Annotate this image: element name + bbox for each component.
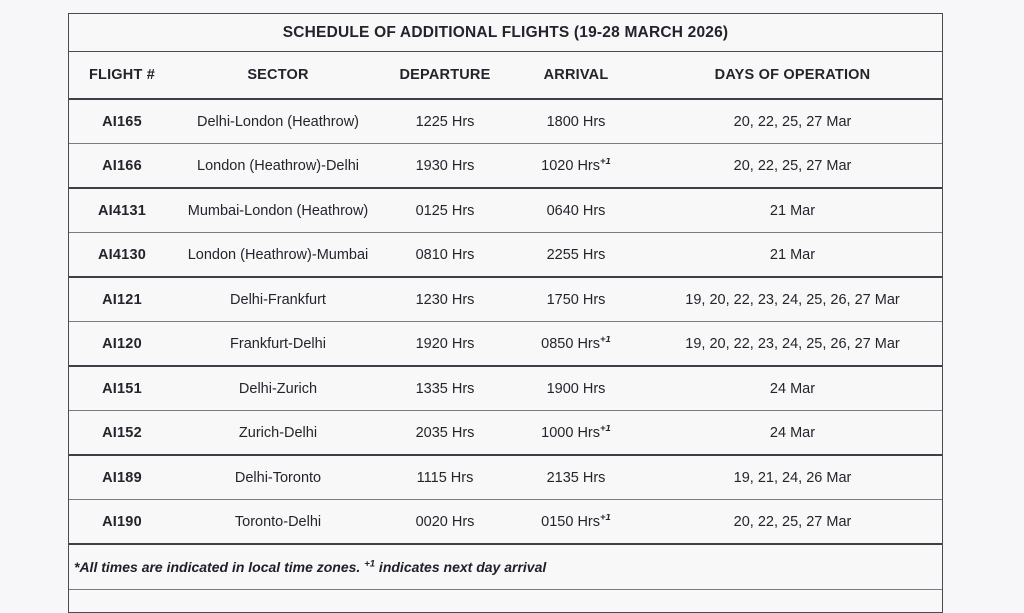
cell-days-of-operation: 20, 22, 25, 27 Mar <box>733 513 852 530</box>
table-row <box>69 500 942 545</box>
cell-flight-number: AI151 <box>102 380 142 397</box>
cell-arrival-time <box>509 247 643 263</box>
arrival-time-value: 2135 Hrs <box>546 469 606 486</box>
cell-flight-number: AI189 <box>102 469 142 486</box>
schedule-title-row <box>69 14 942 52</box>
arrival-time-value: 1020 Hrs <box>541 157 600 174</box>
cell-departure-time: 0020 Hrs <box>415 513 475 530</box>
cell-departure-time: 1230 Hrs <box>415 291 475 308</box>
cell-arrival-time <box>509 158 643 174</box>
cell-departure-time: 1920 Hrs <box>415 335 475 352</box>
column-header-arrival: ARRIVAL <box>543 67 609 83</box>
cell-flight-number: AI121 <box>102 291 142 308</box>
cell-flight-number: AI4131 <box>98 202 146 219</box>
cell-departure-time: 2035 Hrs <box>415 424 475 441</box>
column-header-departure: DEPARTURE <box>399 67 491 83</box>
cell-sector: Toronto-Delhi <box>234 513 322 530</box>
arrival-time-value: 2255 Hrs <box>546 246 606 263</box>
footnote-row <box>69 545 942 590</box>
cell-flight-number: AI120 <box>102 335 142 352</box>
table-body <box>69 100 942 545</box>
footnote-tail: indicates next day arrival <box>375 559 547 575</box>
next-day-marker: +1 <box>600 157 611 167</box>
cell-sector: Delhi-London (Heathrow) <box>197 113 359 130</box>
table-row <box>69 322 942 367</box>
column-header-sector: SECTOR <box>247 67 309 83</box>
cell-arrival-time <box>509 425 643 441</box>
cell-days-of-operation: 19, 20, 22, 23, 24, 25, 26, 27 Mar <box>685 291 900 308</box>
cell-departure-time: 1225 Hrs <box>415 113 475 130</box>
next-day-marker: +1 <box>600 424 611 434</box>
arrival-time-value: 1000 Hrs <box>541 424 600 441</box>
cell-arrival-time <box>509 470 643 486</box>
next-day-marker: +1 <box>600 335 611 345</box>
table-row <box>69 189 942 233</box>
table-row <box>69 144 942 189</box>
sheet-bottom-spacer <box>69 590 942 612</box>
cell-sector: Delhi-Frankfurt <box>230 291 326 308</box>
cell-days-of-operation: 20, 22, 25, 27 Mar <box>733 113 852 130</box>
footnote-superscript: +1 <box>364 558 376 570</box>
cell-arrival-time <box>509 381 643 397</box>
flight-schedule-table <box>68 13 943 613</box>
cell-arrival-time <box>509 292 643 308</box>
cell-arrival-time <box>509 514 643 530</box>
table-row <box>69 411 942 456</box>
arrival-time-value: 0640 Hrs <box>546 202 606 219</box>
cell-arrival-time <box>509 203 643 219</box>
cell-flight-number: AI166 <box>102 157 142 174</box>
cell-departure-time: 1335 Hrs <box>415 380 475 397</box>
table-header-row <box>69 52 942 100</box>
cell-sector: Zurich-Delhi <box>238 424 318 441</box>
cell-departure-time: 0125 Hrs <box>415 202 475 219</box>
table-row <box>69 233 942 278</box>
cell-sector: London (Heathrow)-Delhi <box>197 157 359 174</box>
table-row <box>69 100 942 144</box>
arrival-time-value: 0850 Hrs <box>541 335 600 352</box>
next-day-marker: +1 <box>600 513 611 523</box>
cell-days-of-operation: 21 Mar <box>769 246 816 263</box>
table-row <box>69 278 942 322</box>
cell-sector: Delhi-Zurich <box>238 380 318 397</box>
table-row <box>69 456 942 500</box>
cell-sector: Delhi-Toronto <box>234 469 322 486</box>
cell-sector: Mumbai-London (Heathrow) <box>187 202 369 219</box>
arrival-time-value: 1900 Hrs <box>546 380 606 397</box>
cell-departure-time: 1930 Hrs <box>415 157 475 174</box>
schedule-title: SCHEDULE OF ADDITIONAL FLIGHTS (19-28 MARCH 2026) <box>282 23 729 41</box>
table-row <box>69 367 942 411</box>
arrival-time-value: 0150 Hrs <box>541 513 600 530</box>
footnote-text <box>69 559 546 575</box>
cell-flight-number: AI190 <box>102 513 142 530</box>
arrival-time-value: 1750 Hrs <box>546 291 606 308</box>
cell-days-of-operation: 21 Mar <box>769 202 816 219</box>
cell-days-of-operation: 19, 20, 22, 23, 24, 25, 26, 27 Mar <box>685 335 900 352</box>
arrival-time-value: 1800 Hrs <box>546 113 606 130</box>
column-header-days: DAYS OF OPERATION <box>714 67 871 83</box>
cell-sector: London (Heathrow)-Mumbai <box>187 246 369 263</box>
cell-departure-time: 0810 Hrs <box>415 246 475 263</box>
cell-days-of-operation: 24 Mar <box>769 424 816 441</box>
cell-departure-time: 1115 Hrs <box>416 469 474 486</box>
cell-sector: Frankfurt-Delhi <box>230 335 326 352</box>
cell-days-of-operation: 19, 21, 24, 26 Mar <box>733 469 852 486</box>
cell-arrival-time <box>509 336 643 352</box>
column-header-flight: FLIGHT # <box>88 67 156 83</box>
cell-days-of-operation: 24 Mar <box>769 380 816 397</box>
cell-arrival-time <box>509 114 643 130</box>
cell-flight-number: AI4130 <box>98 246 146 263</box>
cell-flight-number: AI165 <box>102 113 142 130</box>
cell-flight-number: AI152 <box>102 424 142 441</box>
cell-days-of-operation: 20, 22, 25, 27 Mar <box>733 157 852 174</box>
footnote-lead: *All times are indicated in local time zones. <box>74 559 365 575</box>
